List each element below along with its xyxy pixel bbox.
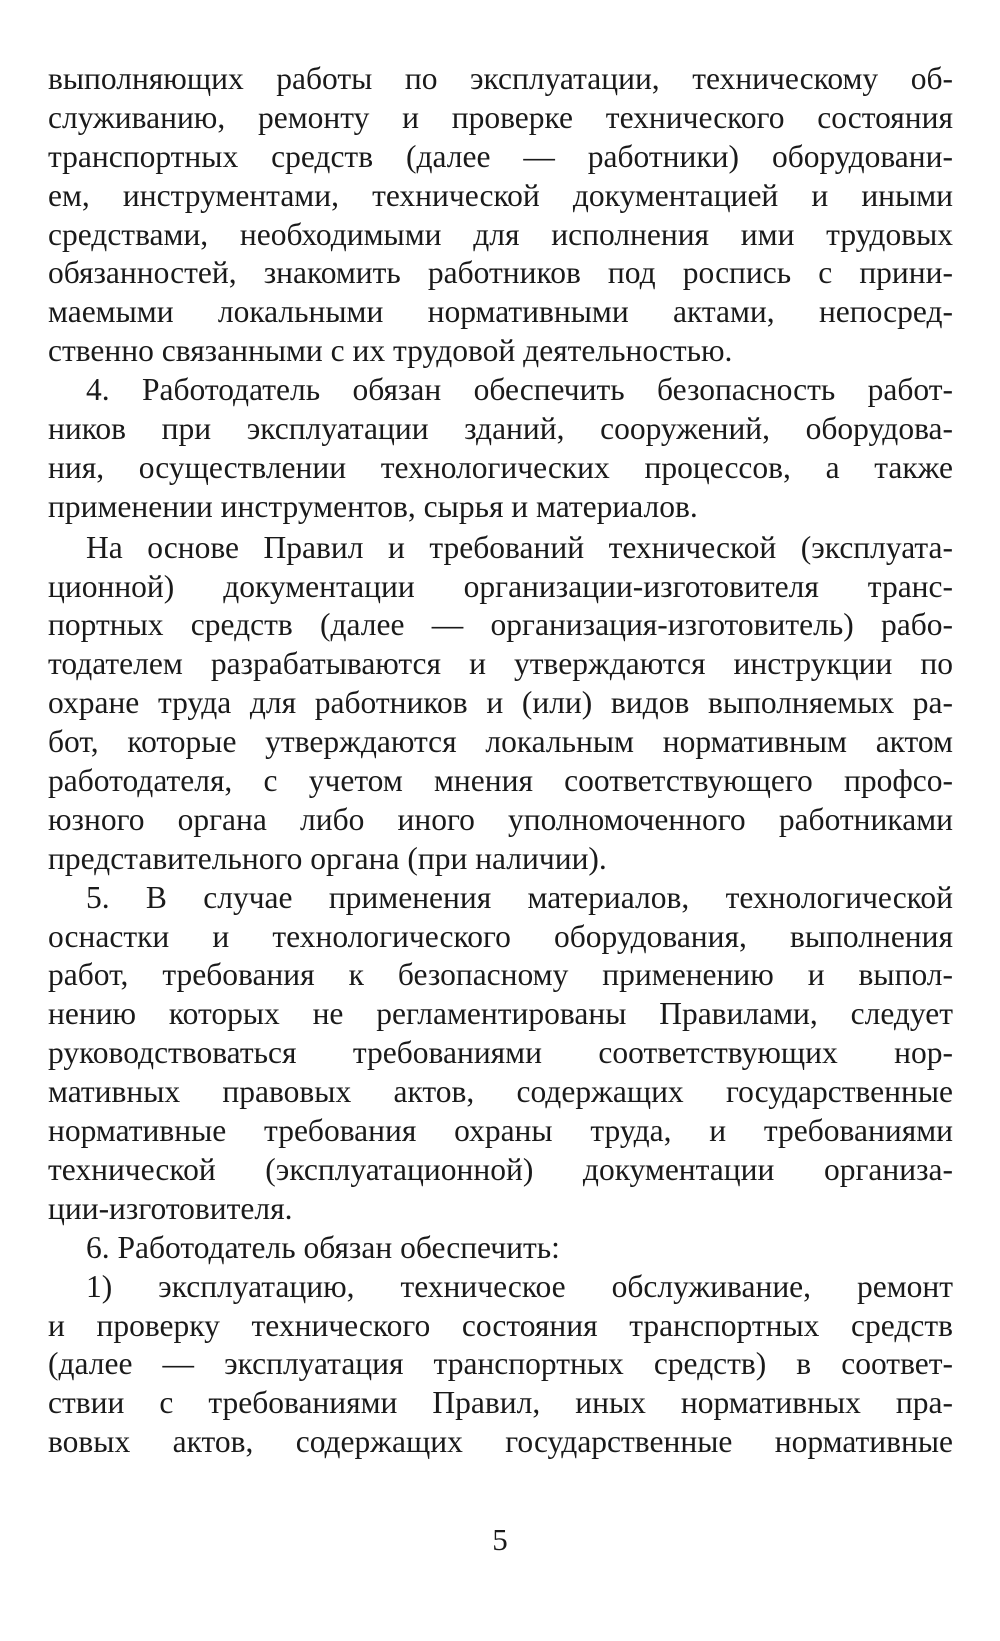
text-line: (далее — эксплуатация транспортных средств) в соответ-: [48, 1346, 953, 1382]
document-page: [48, 60, 953, 1462]
text-line: нормативные требования охраны труда, и требованиями: [48, 1113, 953, 1149]
paragraph-6-item-1: [48, 1268, 953, 1462]
text-line: работодателя, с учетом мнения соответствующего профсо-: [48, 763, 953, 799]
text-line: бот, которые утверждаются локальным нормативным актом: [48, 724, 953, 760]
text-line: средствами, необходимыми для исполнения ими трудовых: [48, 216, 953, 252]
page-number: 5: [492, 1522, 508, 1557]
text-line: работ, требования к безопасному применению и выпол-: [48, 957, 953, 993]
text-line: служиванию, ремонту и проверке технического состояния: [48, 99, 953, 135]
text-line: тодателем разрабатываются и утверждаются инструкции по: [48, 646, 953, 682]
text-line: оснастки и технологического оборудования, выполнения: [48, 918, 953, 954]
text-line: мативных правовых актов, содержащих государственные: [48, 1074, 953, 1110]
text-line: ции-изготовителя.: [48, 1190, 293, 1226]
text-line: ционной) документации организации-изготовителя транс-: [48, 568, 953, 604]
text-line: выполняющих работы по эксплуатации, техническому об-: [48, 61, 953, 96]
paragraph-5: [48, 879, 953, 1229]
paragraph-rules-basis: [48, 529, 953, 879]
text-line: портных средств (далее — организация-изготовитель) рабо-: [48, 607, 953, 643]
text-line: и проверку технического состояния транспортных средств: [48, 1307, 953, 1343]
text-line: 5. В случае применения материалов, технологической: [86, 879, 953, 915]
text-line: технической (эксплуатационной) документации организа-: [48, 1151, 953, 1187]
text-line: 1) эксплуатацию, техническое обслуживание, ремонт: [86, 1268, 953, 1304]
text-line: маемыми локальными нормативными актами, непосред-: [48, 294, 953, 330]
text-line: 4. Работодатель обязан обеспечить безопасность работ-: [86, 372, 953, 408]
text-line: 6. Работодатель обязан обеспечить:: [86, 1229, 560, 1265]
text-line: юзного органа либо иного уполномоченного работниками: [48, 801, 953, 837]
text-line: транспортных средств (далее — работники) оборудовани-: [48, 138, 953, 174]
text-line: ствии с требованиями Правил, иных нормативных пра-: [48, 1385, 953, 1421]
text-line: ственно связанными с их трудовой деятельностью.: [48, 333, 733, 369]
text-line: охране труда для работников и (или) видов выполняемых ра-: [48, 685, 953, 721]
text-line: ния, осуществлении технологических процессов, а также: [48, 449, 953, 485]
text-line: ников при эксплуатации зданий, сооружений, оборудова-: [48, 411, 953, 447]
text-line: ем, инструментами, технической документацией и иными: [48, 177, 953, 213]
text-line: обязанностей, знакомить работников под роспись с прини-: [48, 255, 953, 291]
text-line: руководствоваться требованиями соответствующих нор-: [48, 1035, 953, 1071]
text-line: На основе Правил и требований технической (эксплуата-: [86, 529, 953, 565]
text-line: нению которых не регламентированы Правилами, следует: [48, 996, 953, 1032]
text-line: представительного органа (при наличии).: [48, 840, 607, 876]
paragraph-6: [48, 1229, 953, 1268]
text-line: вовых актов, содержащих государственные нормативные: [48, 1424, 953, 1460]
paragraph-4: [48, 371, 953, 527]
text-line: применении инструментов, сырья и материалов.: [48, 488, 698, 524]
paragraph-1: [48, 60, 953, 371]
